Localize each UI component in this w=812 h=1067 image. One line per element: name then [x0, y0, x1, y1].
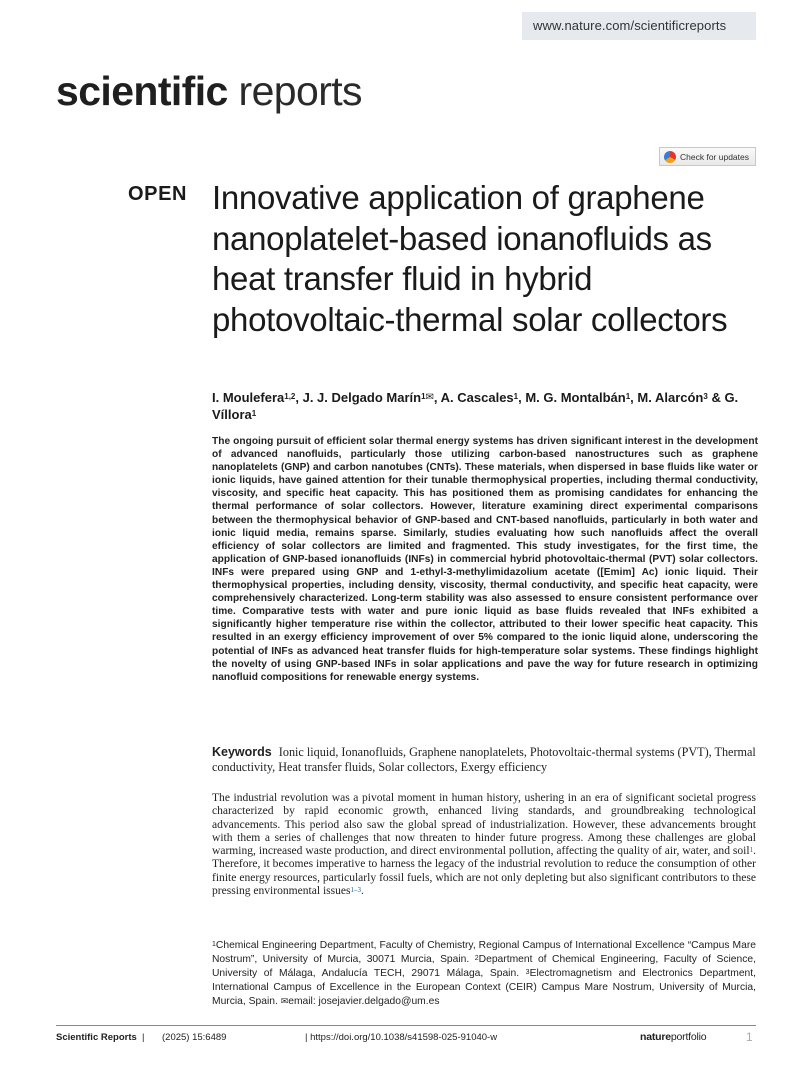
np-bold: nature	[640, 1031, 671, 1043]
page-number: 1	[746, 1030, 753, 1044]
nature-portfolio-logo	[640, 1031, 706, 1043]
abstract: The ongoing pursuit of efficient solar thermal energy systems has driven significant interest in the development of advanced nanofluids, particularly those utilizing carbon-based nanostructures such as graphene nanoplatelets (GNP) and carbon nanotubes (CNTs). These materials, when dispersed in base fluids like water or ionic liquids, have gained attention for their tunable thermophysical properties, including thermal conductivity, viscosity, and specific heat capacity. This has positioned them as promising candidates for enhancing the thermal performance of solar collectors. However, literature examining direct experimental comparisons between the thermophysical behavior of GNP-based and CNT-based nanofluids, particularly in both water and ionic liquid media, remains sparse. Similarly, studies evaluating how such nanofluids affect the overall efficiency of solar collectors are limited and fragmented. This study investigates, for the first time, the application of GNP-based ionanofluids (INFs) in commercial hybrid photovoltaic-thermal (PVT) solar collectors. INFs were prepared using GNP and 1-ethyl-3-methylimidazolium acetate ([Emim] Ac) ionic liquid. Their thermophysical properties, including density, viscosity, thermal conductivity, and specific heat capacity, were comprehensively characterized. Long-term stability was also assessed to ensure consistent performance over time. Comparative tests with water and pure ionic liquid as base fluids revealed that INFs exhibited a significantly higher temperature rise within the collector, attributed to their lower specific heat capacity. This resulted in an exergy efficiency improvement of over 5% compared to the ionic liquid alone, underscoring the potential of INFs as advanced heat transfer fluids for high-temperature solar systems. These findings highlight the novelty of using GNP-based INFs in solar applications and pave the way for future research in optimizing nanofluid compositions for renewable energy systems.	[212, 436, 758, 683]
affiliation-ref[interactable]: 1	[251, 409, 257, 418]
intro-paragraph	[212, 792, 756, 898]
affil-number: 1	[212, 941, 216, 948]
journal-masthead	[56, 68, 362, 115]
intro-text: . Therefore, it becomes imperative to harness the legacy of the industrial revolution to reduce the consumption of other finite energy resources, particularly fossil fuels, which are not only depleting but also significant contributors to these pressing environmental issues	[212, 845, 756, 898]
footer-journal: Scientific Reports	[56, 1032, 137, 1043]
email-icon[interactable]: ✉	[425, 392, 434, 403]
check-for-updates-button[interactable]	[659, 147, 756, 166]
author-name[interactable]: , M. Alarcón	[630, 390, 704, 405]
masthead-light: reports	[238, 68, 362, 114]
masthead-bold: scientific	[56, 68, 228, 114]
affiliations	[212, 939, 756, 1009]
intro-text: .	[361, 885, 364, 898]
keywords-text: Ionic liquid, Ionanofluids, Graphene nanoplatelets, Photovoltaic-thermal systems (PVT), Thermal conductivity, Heat transfer fluids, Solar collectors, Exergy efficiency	[212, 745, 756, 774]
footer-separator: |	[142, 1032, 145, 1043]
keywords-label: Keywords	[212, 745, 272, 759]
author-name[interactable]: , M. G. Montalbán	[518, 390, 626, 405]
affil-number: 3	[525, 968, 530, 976]
author-name[interactable]: , A. Cascales	[433, 390, 514, 405]
affiliation-ref[interactable]: 1	[421, 392, 426, 401]
author-name[interactable]: I. Moulefera	[212, 390, 285, 405]
np-light: portfolio	[670, 1031, 707, 1043]
check-for-updates-label: Check for updates	[680, 151, 749, 162]
affiliation-ref[interactable]: 1,2	[284, 392, 296, 401]
citation-link[interactable]: 1–3	[350, 886, 362, 895]
corresponding-email[interactable]: email: josejavier.delgado@um.es	[288, 995, 440, 1007]
keywords-section	[212, 745, 760, 775]
affil-number: 2	[474, 954, 479, 962]
journal-url[interactable]: www.nature.com/scientificreports	[522, 12, 756, 40]
affiliation-ref[interactable]: 1	[625, 392, 631, 401]
affiliation-ref[interactable]: 1	[513, 392, 519, 401]
affiliation-ref[interactable]: 3	[703, 392, 708, 401]
footer-citation: (2025) 15:6489	[162, 1032, 227, 1043]
citation-link[interactable]: 1	[749, 846, 754, 855]
author-name[interactable]: , J. J. Delgado Marín	[295, 390, 422, 405]
open-access-label: OPEN	[128, 183, 188, 205]
email-icon: ✉	[280, 995, 289, 1006]
affil-text: Chemical Engineering Department, Faculty of Chemistry, Regional Campus of International Excellence “Campus Mare Nostrum”, University of Murcia, 30071 Murcia, Spain.	[212, 940, 756, 965]
affil-text: Department of Chemical Engineering, Faculty of Science, University of Málaga, Andalucía TECH, 29071 Málaga, Spain.	[212, 953, 756, 979]
author-list	[212, 389, 772, 423]
footer-divider	[56, 1025, 756, 1026]
author-name[interactable]: & G. Víllora	[212, 390, 739, 422]
crossmark-icon	[664, 151, 676, 163]
intro-text: The industrial revolution was a pivotal moment in human history, ushering in an era of significant societal progress characterized by rapid economic growth, enhanced living standards, and groundbreaking technological advancements. This period also saw the global spread of industrialization. However, these advancements brought with them a series of challenges that now threaten to hinder future progress. Among these challenges are global warming, increased waste production, and direct environmental pollution, affecting the quality of air, water, and soil	[212, 792, 756, 858]
article-title: Innovative application of graphene nanoplatelet-based ionanofluids as heat transfer fluid in hybrid photovoltaic-thermal solar collectors	[212, 179, 728, 338]
page-footer	[56, 1032, 756, 1048]
affil-text: Electromagnetism and Electronics Department, International Campus of Excellence in the European Context (CEIR) Campus Mare Nostrum, University of Murcia, Murcia, Spain.	[212, 967, 756, 1007]
footer-doi-link[interactable]: | https://doi.org/10.1038/s41598-025-91040-w	[305, 1032, 498, 1043]
